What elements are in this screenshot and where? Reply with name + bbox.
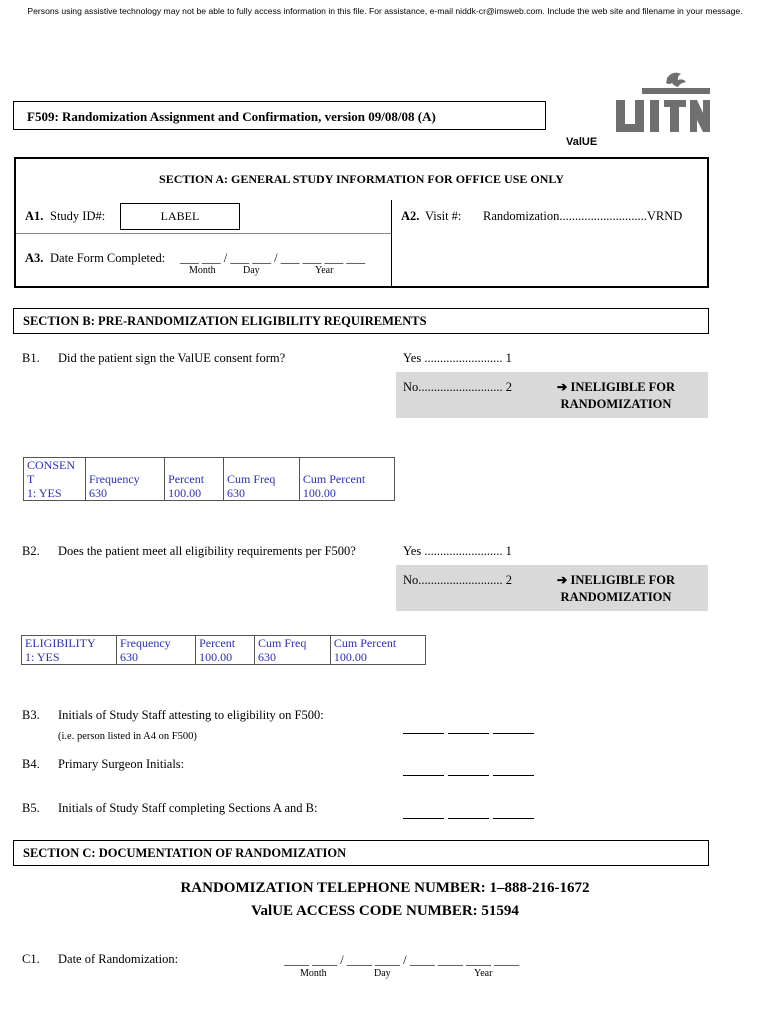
elig-head-line2: 1: YES (25, 650, 60, 664)
b2-no-row (396, 565, 708, 611)
b1-no-row (396, 372, 708, 418)
section-a-title: SECTION A: GENERAL STUDY INFORMATION FOR OFFICE USE ONLY (159, 172, 564, 186)
consent-val-cumfreq: 630 (227, 486, 245, 500)
b1-ineligible-note (536, 379, 696, 413)
b4-initial-2[interactable] (448, 775, 489, 776)
elig-cumpercent-cell (330, 636, 425, 665)
consent-col-cumpercent: Cum Percent (302, 472, 366, 486)
elig-val-percent: 100.00 (199, 650, 233, 664)
a3-month-label: Month (189, 265, 216, 276)
elig-col-frequency: Frequency (120, 636, 171, 650)
consent-head-line3: 1: YES (27, 486, 62, 500)
elig-frequency-cell (117, 636, 196, 665)
elig-val-cumfreq: 630 (258, 650, 276, 664)
b3-initial-1[interactable] (403, 733, 444, 734)
b1-number: B1. (22, 351, 40, 365)
value-label: ValUE (566, 136, 598, 148)
consent-head-line1: CONSEN (27, 458, 76, 472)
b4-question: Primary Surgeon Initials: (58, 757, 185, 771)
b3-initial-2[interactable] (448, 733, 489, 734)
elig-cumfreq-cell (255, 636, 331, 665)
b1-question: Did the patient sign the ValUE consent form? (58, 351, 286, 365)
elig-col-percent: Percent (199, 636, 236, 650)
a1-number: A1. (25, 209, 44, 223)
b2-ineligible-line2: RANDOMIZATION (560, 590, 672, 604)
b2-ineligible-line1: ➔ INELIGIBLE FOR (556, 573, 676, 587)
consent-table-head (24, 458, 86, 501)
a2-visit-value: Randomization............................VRND (483, 209, 683, 223)
b5-initial-3[interactable] (493, 818, 534, 819)
b2-no-option[interactable]: No........................... 2 (403, 573, 513, 587)
elig-col-cumpercent: Cum Percent (333, 636, 397, 650)
c1-date-field[interactable]: ____ ____ / ____ ____ / ____ ____ ____ ____ (284, 953, 520, 967)
b3-number: B3. (22, 708, 40, 722)
consent-percent-cell (165, 458, 224, 501)
study-id-field[interactable]: LABEL (120, 203, 240, 230)
a3-number: A3. (25, 251, 44, 265)
section-a-row-divider (16, 233, 391, 234)
consent-val-cumpercent: 100.00 (302, 486, 336, 500)
b4-initial-3[interactable] (493, 775, 534, 776)
b2-ineligible-note (536, 572, 696, 606)
randomization-phone: RANDOMIZATION TELEPHONE NUMBER: 1–888-216-1672 (180, 880, 590, 896)
consent-frequency-cell (86, 458, 165, 501)
section-a-divider (391, 200, 392, 287)
b4-number: B4. (22, 757, 40, 771)
section-b-header: SECTION B: PRE-RANDOMIZATION ELIGIBILITY REQUIREMENTS (13, 308, 709, 334)
c1-day-label: Day (374, 968, 391, 979)
b2-question: Does the patient meet all eligibility requirements per F500? (58, 544, 356, 558)
b5-initial-2[interactable] (448, 818, 489, 819)
b3-question: Initials of Study Staff attesting to eligibility on F500: (58, 708, 324, 722)
elig-percent-cell (196, 636, 255, 665)
consent-col-cumfreq: Cum Freq (227, 472, 276, 486)
elig-col-cumfreq: Cum Freq (258, 636, 307, 650)
b3-initial-3[interactable] (493, 733, 534, 734)
eligibility-frequency-table (21, 635, 426, 665)
b5-question: Initials of Study Staff completing Sections A and B: (58, 801, 318, 815)
b1-yes-option[interactable]: Yes ......................... 1 (403, 351, 512, 365)
b5-initial-1[interactable] (403, 818, 444, 819)
a3-label: Date Form Completed: (50, 251, 166, 265)
elig-val-frequency: 630 (120, 650, 138, 664)
c1-year-label: Year (474, 968, 493, 979)
consent-cumpercent-cell (299, 458, 394, 501)
section-a-box (14, 157, 709, 288)
a3-date-field[interactable]: ___ ___ / ___ ___ / ___ ___ ___ ___ (180, 251, 366, 265)
a3-year-label: Year (315, 265, 334, 276)
consent-frequency-table (23, 457, 395, 501)
consent-head-line2: T (27, 472, 35, 486)
b1-ineligible-line1: ➔ INELIGIBLE FOR (556, 380, 676, 394)
a1-label: Study ID#: (50, 209, 106, 223)
a2-number: A2. (401, 209, 420, 223)
elig-table-head (22, 636, 117, 665)
consent-val-frequency: 630 (89, 486, 107, 500)
c1-number: C1. (22, 952, 40, 966)
c1-month-label: Month (300, 968, 327, 979)
a3-day-label: Day (243, 265, 260, 276)
access-code: ValUE ACCESS CODE NUMBER: 51594 (251, 903, 519, 919)
a2-label: Visit #: (425, 209, 462, 223)
consent-cumfreq-cell (224, 458, 300, 501)
b1-ineligible-line2: RANDOMIZATION (560, 397, 672, 411)
b2-yes-option[interactable]: Yes ......................... 1 (403, 544, 512, 558)
elig-head-line1: ELIGIBILITY (25, 636, 96, 650)
elig-val-cumpercent: 100.00 (333, 650, 367, 664)
c1-question: Date of Randomization: (58, 952, 179, 966)
consent-val-percent: 100.00 (168, 486, 202, 500)
uitn-logo (612, 70, 712, 140)
b2-number: B2. (22, 544, 40, 558)
consent-col-frequency: Frequency (89, 472, 140, 486)
b1-no-option[interactable]: No........................... 2 (403, 380, 513, 394)
section-c-header: SECTION C: DOCUMENTATION OF RANDOMIZATION (13, 840, 709, 866)
consent-col-percent: Percent (168, 472, 205, 486)
b3-subtext: (i.e. person listed in A4 on F500) (58, 731, 197, 742)
b4-initial-1[interactable] (403, 775, 444, 776)
accessibility-notice: Persons using assistive technology may not be able to fully access information in this file. For assistance, e-mail niddk-cr@imsweb.com. Include the web site and filename in your message. (27, 6, 743, 16)
b5-number: B5. (22, 801, 40, 815)
form-title: F509: Randomization Assignment and Confirmation, version 09/08/08 (A) (13, 101, 546, 130)
